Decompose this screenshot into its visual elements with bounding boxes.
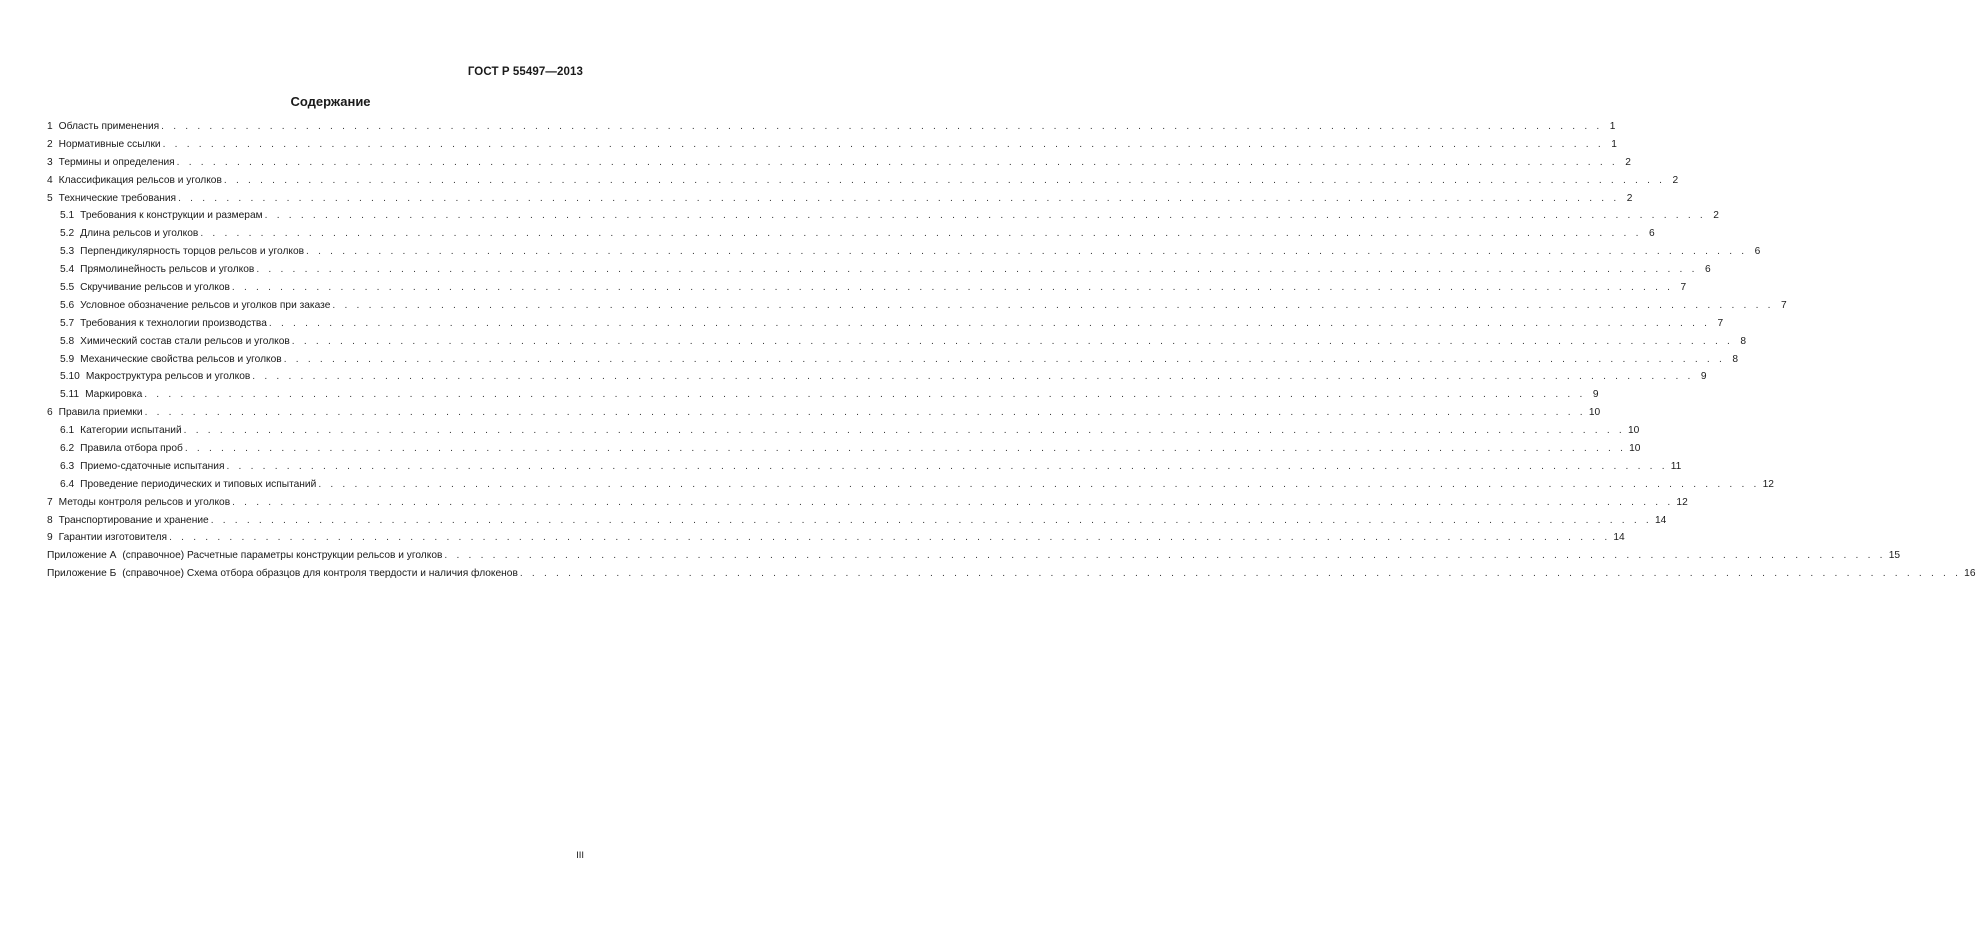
toc-entry-number: Приложение А bbox=[47, 550, 117, 562]
toc-dot-leader: . . . . . . . . . . . . . . . . . . . . . . . . . . . . . . . . . . . . . . . . . . . . . . . . . . . . . . . . . . . . . . . . . . . . . . . . . . . . . . . . . . . . . . . . . . . . . . . . . . . . . . . . . . . . . . . . . . . . . . . . bbox=[223, 174, 1666, 186]
toc-entry[interactable] bbox=[47, 532, 1625, 550]
toc-entry-number: 5 bbox=[47, 192, 53, 204]
toc-entry[interactable] bbox=[47, 353, 1738, 372]
toc-entry-title: Термины и определения bbox=[58, 156, 175, 168]
toc-entry[interactable] bbox=[47, 156, 1631, 175]
toc-dot-leader: . . . . . . . . . . . . . . . . . . . . . . . . . . . . . . . . . . . . . . . . . . . . . . . . . . . . . . . . . . . . . . . . . . . . . . . . . . . . . . . . . . . . . . . . . . . . . . . . . . . . . . . . . . . . . . . . . . . . . . . . bbox=[306, 246, 1748, 258]
toc-entry-number: 6.4 bbox=[60, 478, 75, 490]
toc-entry-page: 16 bbox=[1964, 568, 1976, 580]
toc-entry-title: Перпендикулярность торцов рельсов и уголков bbox=[80, 246, 305, 258]
toc-entry-title: (справочное) Расчетные параметры конструкции рельсов и уголков bbox=[122, 550, 443, 562]
toc-entry-number: 7 bbox=[47, 496, 53, 508]
toc-entry-number: 9 bbox=[47, 532, 53, 544]
toc-entry-title: Категории испытаний bbox=[80, 425, 182, 437]
toc-entry-page: 7 bbox=[1781, 299, 1787, 311]
toc-entry-number: 4 bbox=[47, 174, 53, 186]
toc-entry-page: 12 bbox=[1762, 478, 1774, 490]
toc-entry-number: 5.9 bbox=[60, 353, 75, 365]
toc-entry-page: 8 bbox=[1740, 335, 1747, 347]
toc-entry-page: 6 bbox=[1704, 264, 1711, 276]
toc-entry-page: 2 bbox=[1672, 174, 1679, 186]
toc-entry-number: 5.6 bbox=[60, 299, 75, 311]
toc-entry-title: Гарантии изготовителя bbox=[58, 532, 168, 544]
toc-entry-title: Длина рельсов и уголков bbox=[80, 228, 199, 240]
toc-entry-title: Методы контроля рельсов и уголков bbox=[58, 496, 231, 508]
toc-dot-leader: . . . . . . . . . . . . . . . . . . . . . . . . . . . . . . . . . . . . . . . . . . . . . . . . . . . . . . . . . . . . . . . . . . . . . . . . . . . . . . . . . . . . . . . . . . . . . . . . . . . . . . . . . . . . . . . . . . . . . . . . bbox=[444, 550, 1886, 562]
toc-entry-number: 5.4 bbox=[60, 264, 75, 276]
toc-entry-title: Технические требования bbox=[58, 192, 177, 204]
toc-entry-page: 2 bbox=[1625, 156, 1631, 168]
toc-entry-title: Маркировка bbox=[85, 389, 143, 401]
toc-entry-page: 10 bbox=[1629, 443, 1641, 455]
toc-entry[interactable] bbox=[47, 174, 1679, 193]
toc-entry-number: 8 bbox=[47, 514, 53, 526]
toc-dot-leader: . . . . . . . . . . . . . . . . . . . . . . . . . . . . . . . . . . . . . . . . . . . . . . . . . . . . . . . . . . . . . . . . . . . . . . . . . . . . . . . . . . . . . . . . . . . . . . . . . . . . . . . . . . . . . . . . . . . . . . . . bbox=[291, 335, 1734, 347]
toc-entry-page: 8 bbox=[1732, 353, 1738, 365]
toc-dot-leader: . . . . . . . . . . . . . . . . . . . . . . . . . . . . . . . . . . . . . . . . . . . . . . . . . . . . . . . . . . . . . . . . . . . . . . . . . . . . . . . . . . . . . . . . . . . . . . . . . . . . . . . . . . . . . . . . . . . . . . . . bbox=[144, 389, 1586, 401]
toc-entry-number: 3 bbox=[47, 156, 53, 168]
toc-dot-leader: . . . . . . . . . . . . . . . . . . . . . . . . . . . . . . . . . . . . . . . . . . . . . . . . . . . . . . . . . . . . . . . . . . . . . . . . . . . . . . . . . . . . . . . . . . . . . . . . . . . . . . . . . . . . . . . . . . . . . . . . bbox=[232, 496, 1674, 508]
toc-entry[interactable] bbox=[47, 228, 1655, 246]
toc-entry[interactable] bbox=[47, 550, 1901, 568]
toc-entry[interactable] bbox=[47, 514, 1667, 533]
toc-entry-title: Приемо-сдаточные испытания bbox=[80, 460, 225, 472]
toc-dot-leader: . . . . . . . . . . . . . . . . . . . . . . . . . . . . . . . . . . . . . . . . . . . . . . . . . . . . . . . . . . . . . . . . . . . . . . . . . . . . . . . . . . . . . . . . . . . . . . . . . . . . . . . . . . . . . . . . . . . . . . . . bbox=[144, 407, 1586, 419]
toc-entry[interactable] bbox=[47, 371, 1707, 389]
toc-entry-title: Проведение периодических и типовых испытаний bbox=[80, 478, 317, 490]
toc-entry-page: 2 bbox=[1713, 210, 1719, 222]
toc-dot-leader: . . . . . . . . . . . . . . . . . . . . . . . . . . . . . . . . . . . . . . . . . . . . . . . . . . . . . . . . . . . . . . . . . . . . . . . . . . . . . . . . . . . . . . . . . . . . . . . . . . . . . . . . . . . . . . . . . . . . . . . . bbox=[283, 353, 1725, 365]
toc-entry[interactable] bbox=[47, 192, 1633, 211]
toc-entry[interactable] bbox=[47, 568, 1976, 586]
toc-entry-page: 2 bbox=[1626, 192, 1633, 204]
toc-entry-number: 6.3 bbox=[60, 460, 75, 472]
toc-entry-page: 1 bbox=[1609, 121, 1616, 132]
toc-dot-leader: . . . . . . . . . . . . . . . . . . . . . . . . . . . . . . . . . . . . . . . . . . . . . . . . . . . . . . . . . . . . . . . . . . . . . . . . . . . . . . . . . . . . . . . . . . . . . . . . . . . . . . . . . . . . . . . . . . . . . . . . bbox=[332, 299, 1774, 311]
toc-entry[interactable] bbox=[47, 407, 1601, 425]
toc-entry[interactable] bbox=[47, 121, 1616, 139]
toc-entry[interactable] bbox=[47, 317, 1724, 336]
toc-entry-number: 6.1 bbox=[60, 425, 75, 437]
toc-dot-leader: . . . . . . . . . . . . . . . . . . . . . . . . . . . . . . . . . . . . . . . . . . . . . . . . . . . . . . . . . . . . . . . . . . . . . . . . . . . . . . . . . . . . . . . . . . . . . . . . . . . . . . . . . . . . . . . . . . . . . . . . bbox=[210, 514, 1652, 526]
toc-entry-title: Нормативные ссылки bbox=[58, 138, 161, 150]
toc-entry-title: Требования к технологии производства bbox=[80, 317, 267, 329]
toc-entry-number: 2 bbox=[47, 138, 53, 150]
toc-entry-number: 5.11 bbox=[60, 389, 80, 401]
toc-dot-leader: . . . . . . . . . . . . . . . . . . . . . . . . . . . . . . . . . . . . . . . . . . . . . . . . . . . . . . . . . . . . . . . . . . . . . . . . . . . . . . . . . . . . . . . . . . . . . . . . . . . . . . . . . . . . . . . . . . . . . . . . bbox=[252, 371, 1694, 383]
toc-entry-number: 5.10 bbox=[60, 371, 80, 383]
toc-entry-number: 6.2 bbox=[60, 443, 75, 455]
toc-entry-page: 7 bbox=[1680, 282, 1687, 294]
toc-entry-page: 9 bbox=[1700, 371, 1707, 383]
toc-entry-number: 1 bbox=[47, 121, 53, 132]
toc-dot-leader: . . . . . . . . . . . . . . . . . . . . . . . . . . . . . . . . . . . . . . . . . . . . . . . . . . . . . . . . . . . . . . . . . . . . . . . . . . . . . . . . . . . . . . . . . . . . . . . . . . . . . . . . . . . . . . . . . . . . . . . . bbox=[183, 425, 1625, 437]
toc-entry-title: Классификация рельсов и уголков bbox=[58, 174, 222, 186]
toc-entry-title: Прямолинейность рельсов и уголков bbox=[80, 264, 255, 276]
toc-entry-title: Макроструктура рельсов и уголков bbox=[85, 371, 251, 383]
toc-dot-leader: . . . . . . . . . . . . . . . . . . . . . . . . . . . . . . . . . . . . . . . . . . . . . . . . . . . . . . . . . . . . . . . . . . . . . . . . . . . . . . . . . . . . . . . . . . . . . . . . . . . . . . . . . . . . . . . . . . . . . . . . bbox=[169, 532, 1611, 544]
toc-entry[interactable] bbox=[47, 210, 1719, 228]
table-of-contents bbox=[47, 121, 1976, 586]
toc-entry-title: Скручивание рельсов и уголков bbox=[80, 282, 230, 294]
toc-entry-page: 6 bbox=[1754, 246, 1761, 258]
toc-entry[interactable] bbox=[47, 478, 1774, 497]
toc-entry-page: 7 bbox=[1717, 317, 1724, 329]
toc-title: Содержание bbox=[290, 94, 371, 109]
toc-dot-leader: . . . . . . . . . . . . . . . . . . . . . . . . . . . . . . . . . . . . . . . . . . . . . . . . . . . . . . . . . . . . . . . . . . . . . . . . . . . . . . . . . . . . . . . . . . . . . . . . . . . . . . . . . . . . . . . . . . . . . . . . bbox=[256, 264, 1698, 276]
toc-dot-leader: . . . . . . . . . . . . . . . . . . . . . . . . . . . . . . . . . . . . . . . . . . . . . . . . . . . . . . . . . . . . . . . . . . . . . . . . . . . . . . . . . . . . . . . . . . . . . . . . . . . . . . . . . . . . . . . . . . . . . . . . bbox=[226, 460, 1668, 472]
toc-entry-number: Приложение Б bbox=[47, 568, 117, 580]
toc-entry-title: Требования к конструкции и размерам bbox=[80, 210, 263, 222]
toc-entry[interactable] bbox=[47, 282, 1687, 300]
toc-entry-title: Механические свойства рельсов и уголков bbox=[80, 353, 282, 365]
toc-entry-page: 14 bbox=[1613, 532, 1625, 544]
toc-entry-number: 5.2 bbox=[60, 228, 75, 240]
toc-dot-leader: . . . . . . . . . . . . . . . . . . . . . . . . . . . . . . . . . . . . . . . . . . . . . . . . . . . . . . . . . . . . . . . . . . . . . . . . . . . . . . . . . . . . . . . . . . . . . . . . . . . . . . . . . . . . . . . . . . . . . . . . bbox=[176, 156, 1618, 168]
toc-entry-page: 6 bbox=[1648, 228, 1655, 240]
document-code: ГОСТ Р 55497—2013 bbox=[467, 66, 583, 78]
toc-dot-leader: . . . . . . . . . . . . . . . . . . . . . . . . . . . . . . . . . . . . . . . . . . . . . . . . . . . . . . . . . . . . . . . . . . . . . . . . . . . . . . . . . . . . . . . . . . . . . . . . . . . . . . . . . . . . . . . . . . . . . . . . bbox=[178, 192, 1620, 204]
toc-dot-leader: . . . . . . . . . . . . . . . . . . . . . . . . . . . . . . . . . . . . . . . . . . . . . . . . . . . . . . . . . . . . . . . . . . . . . . . . . . . . . . . . . . . . . . . . . . . . . . . . . . . . . . . . . . . . . . . . . . . . . . . . bbox=[519, 568, 1962, 580]
toc-entry[interactable] bbox=[47, 443, 1641, 461]
toc-entry-title: Условное обозначение рельсов и уголков при заказе bbox=[80, 299, 331, 311]
toc-entry[interactable] bbox=[47, 138, 1617, 157]
toc-entry-title: Правила отбора проб bbox=[80, 443, 183, 455]
toc-entry-page: 1 bbox=[1611, 138, 1617, 150]
toc-dot-leader: . . . . . . . . . . . . . . . . . . . . . . . . . . . . . . . . . . . . . . . . . . . . . . . . . . . . . . . . . . . . . . . . . . . . . . . . . . . . . . . . . . . . . . . . . . . . . . . . . . . . . . . . . . . . . . . . . . . . . . . . bbox=[161, 121, 1603, 132]
toc-entry[interactable] bbox=[47, 425, 1640, 443]
toc-entry-title: Транспортирование и хранение bbox=[58, 514, 209, 526]
toc-dot-leader: . . . . . . . . . . . . . . . . . . . . . . . . . . . . . . . . . . . . . . . . . . . . . . . . . . . . . . . . . . . . . . . . . . . . . . . . . . . . . . . . . . . . . . . . . . . . . . . . . . . . . . . . . . . . . . . . . . . . . . . . bbox=[162, 138, 1604, 150]
toc-entry[interactable] bbox=[47, 389, 1599, 407]
toc-entry[interactable] bbox=[47, 264, 1711, 282]
toc-entry-page: 9 bbox=[1592, 389, 1599, 401]
toc-entry-number: 5.7 bbox=[60, 317, 75, 329]
toc-entry-page: 14 bbox=[1654, 514, 1667, 526]
toc-entry[interactable] bbox=[47, 246, 1761, 264]
toc-entry[interactable] bbox=[47, 460, 1682, 479]
toc-entry[interactable] bbox=[47, 335, 1747, 354]
toc-dot-leader: . . . . . . . . . . . . . . . . . . . . . . . . . . . . . . . . . . . . . . . . . . . . . . . . . . . . . . . . . . . . . . . . . . . . . . . . . . . . . . . . . . . . . . . . . . . . . . . . . . . . . . . . . . . . . . . . . . . . . . . . bbox=[200, 228, 1642, 240]
toc-entry[interactable] bbox=[47, 496, 1688, 515]
toc-entry-title: Химический состав стали рельсов и уголков bbox=[80, 335, 290, 347]
toc-dot-leader: . . . . . . . . . . . . . . . . . . . . . . . . . . . . . . . . . . . . . . . . . . . . . . . . . . . . . . . . . . . . . . . . . . . . . . . . . . . . . . . . . . . . . . . . . . . . . . . . . . . . . . . . . . . . . . . . . . . . . . . . bbox=[231, 282, 1674, 294]
toc-entry-page: 10 bbox=[1627, 425, 1640, 437]
toc-entry-page: 11 bbox=[1670, 460, 1682, 472]
toc-entry-number: 5.5 bbox=[60, 282, 75, 294]
toc-entry-title: (справочное) Схема отбора образцов для контроля твердости и наличия флокенов bbox=[122, 568, 518, 580]
toc-entry-number: 6 bbox=[47, 407, 53, 419]
toc-entry-title: Область применения bbox=[58, 121, 160, 132]
page-number: III bbox=[576, 850, 584, 861]
toc-entry-page: 10 bbox=[1588, 407, 1601, 419]
toc-dot-leader: . . . . . . . . . . . . . . . . . . . . . . . . . . . . . . . . . . . . . . . . . . . . . . . . . . . . . . . . . . . . . . . . . . . . . . . . . . . . . . . . . . . . . . . . . . . . . . . . . . . . . . . . . . . . . . . . . . . . . . . . bbox=[264, 210, 1706, 222]
toc-entry-title: Правила приемки bbox=[58, 407, 143, 419]
toc-dot-leader: . . . . . . . . . . . . . . . . . . . . . . . . . . . . . . . . . . . . . . . . . . . . . . . . . . . . . . . . . . . . . . . . . . . . . . . . . . . . . . . . . . . . . . . . . . . . . . . . . . . . . . . . . . . . . . . . . . . . . . . . bbox=[268, 317, 1711, 329]
toc-dot-leader: . . . . . . . . . . . . . . . . . . . . . . . . . . . . . . . . . . . . . . . . . . . . . . . . . . . . . . . . . . . . . . . . . . . . . . . . . . . . . . . . . . . . . . . . . . . . . . . . . . . . . . . . . . . . . . . . . . . . . . . . bbox=[184, 443, 1627, 455]
toc-entry[interactable] bbox=[47, 299, 1787, 318]
toc-entry-number: 5.8 bbox=[60, 335, 75, 347]
toc-entry-number: 5.3 bbox=[60, 246, 75, 258]
toc-dot-leader: . . . . . . . . . . . . . . . . . . . . . . . . . . . . . . . . . . . . . . . . . . . . . . . . . . . . . . . . . . . . . . . . . . . . . . . . . . . . . . . . . . . . . . . . . . . . . . . . . . . . . . . . . . . . . . . . . . . . . . . . bbox=[318, 478, 1760, 490]
toc-entry-number: 5.1 bbox=[60, 210, 75, 222]
toc-entry-page: 15 bbox=[1888, 550, 1901, 562]
toc-entry-page: 12 bbox=[1676, 496, 1688, 508]
